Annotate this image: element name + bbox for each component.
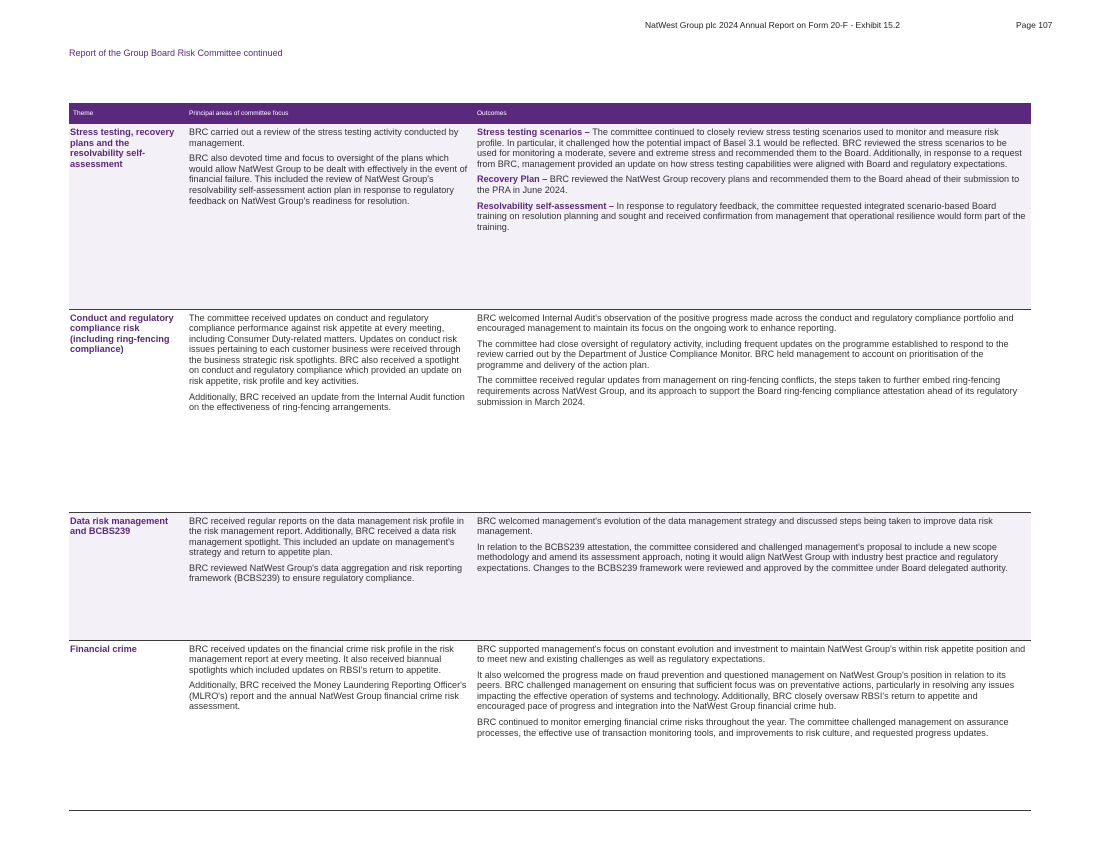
outcome-paragraph: In relation to the BCBS239 attestation, the committee considered and challenged management's proposal to include a new scope methodology and amend its assessment approach, noting it would align NatWest Group with industry best practice and regulatory expectations. Changes to the BCBS239 framework were reviewed and approved by the committee under Board delegated authority. — [477, 541, 1008, 573]
focus-cell — [185, 124, 473, 309]
focus-paragraph: BRC reviewed NatWest Group's data aggregation and risk reporting framework (BCBS239) to ensure regulatory compliance. — [189, 562, 463, 584]
outcome-paragraph — [477, 127, 1027, 169]
outcome-paragraph — [477, 174, 1027, 195]
outcome-text: In response to regulatory feedback, the committee requested integrated scenario-based Board training on resolution planning and sought and received confirmation from management that operational resilience would form part of the training. — [477, 200, 1026, 232]
page-title: Report of the Group Board Risk Committee continued — [69, 48, 283, 58]
table-header-row — [69, 103, 1031, 124]
outcome-lead: Stress testing scenarios – — [477, 127, 593, 137]
focus-cell — [185, 640, 473, 810]
outcome-paragraph: BRC welcomed Internal Audit's observation of the positive progress made across the conduct and regulatory compliance portfolio and encouraged management to maintain its focus on the ongoing work to enhance reporting. — [477, 312, 1014, 334]
outcome-paragraph: The committee had close oversight of regulatory activity, including frequent updates on the programme established to respond to the review carried out by the Department of Justice Compliance Monitor. BRC held management to account on prioritisation of the programme and delivery of the action plan. — [477, 338, 1009, 370]
outcome-paragraph — [477, 201, 1027, 233]
outcome-paragraph: BRC continued to monitor emerging financial crime risks throughout the year. The committee challenged management on assurance processes, the effective use of transaction monitoring tools, and improvements to risk culture, and requested progress updates. — [477, 717, 1009, 738]
outcomes-cell — [473, 309, 1031, 512]
table-row — [69, 309, 1031, 512]
table-row — [69, 124, 1031, 309]
outcome-text: The committee continued to closely review stress testing scenarios used to monitor and measure risk profile. In particular, it challenged how the potential impact of Basel 3.1 would be reflected. BRC reviewed the stress scenarios to be used for monitoring a moderate, severe and extreme stress and recommended them to the Board. Additionally, in response to a request from BRC, management provided an update on how stress testing capabilities were aligned with Board and regulatory expectations. — [477, 127, 1022, 169]
outcome-paragraph: It also welcomed the progress made on fraud prevention and questioned management on NatWest Group's position in relation to its peers. BRC challenged management on ensuring that sufficient focus was on preventative actions, particularly in resolving any issues impacting the effective operation of systems and technology. Additionally, BRC closely oversaw RBSI's return to appetite and encouraged pace of progress and integration into the NatWest Group financial crime hub. — [477, 669, 1015, 712]
outcomes-cell — [473, 124, 1031, 309]
focus-paragraph: Additionally, BRC received the Money Laundering Reporting Officer's (MLRO's) report and the annual NatWest Group financial crime risk assessment. — [189, 680, 467, 712]
focus-paragraph: Additionally, BRC received an update from the Internal Audit function on the effectiveness of ring-fencing arrangements. — [189, 391, 465, 413]
outcome-paragraph: BRC supported management's focus on constant evolution and investment to maintain NatWest Group's within risk appetite position and to meet new and existing challenges as well as regulatory expectations. — [477, 643, 1026, 665]
focus-paragraph: BRC received updates on the financial crime risk profile in the risk management report at every meeting. It also received biannual spotlights which included updates on RBSI's return to appetite. — [189, 643, 454, 675]
focus-cell — [185, 512, 473, 640]
outcomes-cell — [473, 640, 1031, 810]
theme-cell: Data risk management and BCBS239 — [69, 512, 185, 640]
focus-cell — [185, 309, 473, 512]
column-header-focus: Principal areas of committee focus — [185, 103, 473, 124]
outcome-paragraph: The committee received regular updates from management on ring-fencing conflicts, the steps taken to further embed ring-fencing requirements across NatWest Group, and its approach to support the Board ring-fencing compliance attestation ahead of its regulatory submission in March 2024. — [477, 375, 1018, 407]
outcome-lead: Recovery Plan – — [477, 174, 550, 185]
focus-paragraph: The committee received updates on conduct and regulatory compliance performance against risk appetite at every meeting, including Consumer Duty-related matters. Updates on conduct risk issues pertaining to each customer business were received through the business strategic risk spotlights. BRC also received a spotlight on conduct and regulatory compliance which provided an update on risk appetite, risk profile and key activities. — [189, 312, 462, 387]
column-header-theme: Theme — [69, 103, 185, 124]
outcome-lead: Resolvability self-assessment – — [477, 200, 617, 211]
table-row — [69, 512, 1031, 640]
page-number: Page 107 — [1016, 20, 1053, 30]
theme-cell: Conduct and regulatory compliance risk (including ring-fencing compliance) — [70, 312, 174, 355]
outcome-paragraph: BRC welcomed management's evolution of the data management strategy and discussed steps being taken to improve data risk management. — [477, 515, 993, 537]
outcome-text: BRC reviewed the NatWest Group recovery plans and recommended them to the Board ahead of their submission to the PRA in June 2024. — [477, 174, 1020, 195]
focus-paragraph: BRC carried out a review of the stress testing activity conducted by management. — [189, 127, 459, 148]
theme-cell: Stress testing, recovery plans and the resolvability self-assessment — [69, 124, 185, 309]
focus-paragraph: BRC also devoted time and focus to oversight of the plans which would allow NatWest Group to be dealt with effectively in the event of financial failure. This included the review of NatWest Group's resolvability self-assessment action plan in response to regulatory feedback on NatWest Group's readiness for resolution. — [189, 153, 468, 206]
risk-committee-table — [69, 103, 1031, 811]
outcomes-cell — [473, 512, 1031, 640]
focus-paragraph: BRC received regular reports on the data management risk profile in the risk management report. Additionally, BRC received a data risk management spotlight. This included an update on management's strategy and return to appetite plan. — [189, 515, 464, 558]
table-row — [69, 640, 1031, 810]
document-reference: NatWest Group plc 2024 Annual Report on Form 20-F - Exhibit 15.2 — [645, 20, 900, 30]
theme-cell: Financial crime — [70, 643, 137, 654]
column-header-outcomes: Outcomes — [473, 103, 1031, 124]
